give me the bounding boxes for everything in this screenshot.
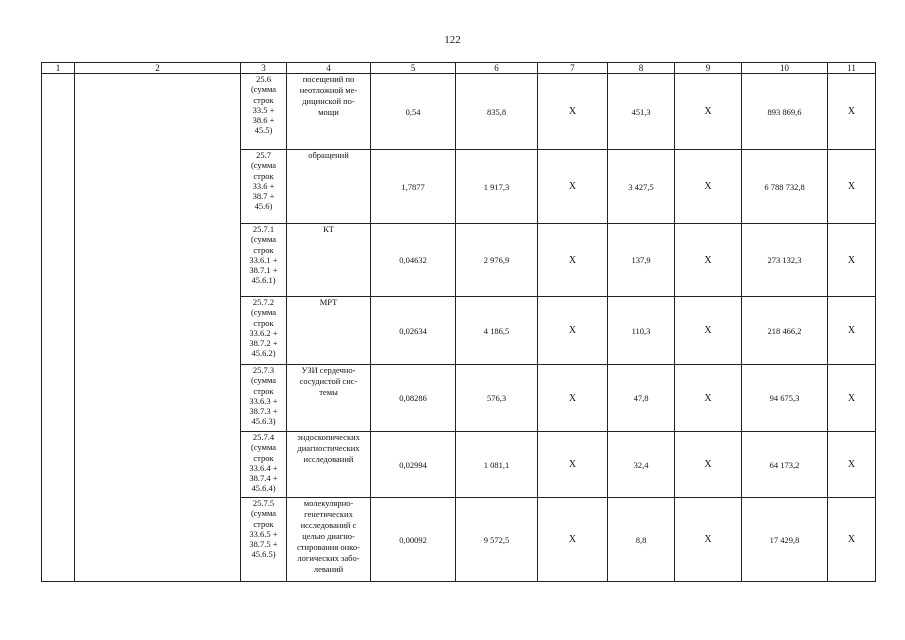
col-2-cell [75, 74, 241, 582]
x-mark-cell-c11: X [828, 432, 876, 498]
row-code-line: 38.7.4 + [249, 473, 278, 484]
column-header-5: 5 [371, 63, 456, 74]
row-code-line: 25.7.3 [252, 365, 275, 375]
row-name-line: исследований с [300, 520, 357, 530]
row-code-line: (сумма [250, 442, 277, 453]
x-mark-cell-c7: X [538, 297, 608, 365]
value-cell-c10: 64 173,2 [742, 432, 828, 498]
row-code-line: 33.6.4 + [249, 462, 278, 473]
value-cell-c6: 4 186,5 [456, 297, 538, 365]
row-code-line: 45.6.2) [251, 348, 276, 359]
row-code [241, 74, 287, 150]
x-mark-cell-c7: X [538, 432, 608, 498]
x-mark-cell-c7: X [538, 150, 608, 224]
row-name-line: дицинской по- [302, 96, 355, 106]
table-row [42, 74, 876, 150]
row-name-line: целью диагно- [302, 531, 355, 541]
row-name-line: молекулярно- [303, 498, 354, 508]
row-name-line: сосудистой сис- [299, 376, 358, 386]
value-cell-c6: 576,3 [456, 365, 538, 432]
value-cell-c5: 0,54 [371, 74, 456, 150]
x-mark-cell-c11: X [828, 365, 876, 432]
value-cell-c6: 9 572,5 [456, 498, 538, 582]
x-mark-cell-c7: X [538, 224, 608, 297]
row-name [287, 150, 371, 224]
row-code-line: (сумма [250, 160, 277, 171]
row-code-line: строк [253, 385, 274, 396]
column-header-8: 8 [608, 63, 675, 74]
row-name-line: эндоскопических [297, 432, 360, 442]
value-cell-c10: 218 466,2 [742, 297, 828, 365]
row-name [287, 74, 371, 150]
value-cell-c10: 893 869,6 [742, 74, 828, 150]
value-cell-c6: 835,8 [456, 74, 538, 150]
x-mark-cell-c11: X [828, 74, 876, 150]
row-code [241, 432, 287, 498]
row-name-line: логических забо- [297, 553, 360, 563]
row-name-line: стирования онко- [297, 542, 360, 552]
row-name [287, 297, 371, 365]
value-cell-c6: 1 081,1 [456, 432, 538, 498]
row-name-line: КТ [323, 224, 334, 234]
column-header-4: 4 [287, 63, 371, 74]
row-code-line: 45.6.1) [251, 275, 276, 286]
row-code-line: 25.7.2 [252, 297, 275, 307]
x-mark-cell-c7: X [538, 498, 608, 582]
row-name-line: неотложной ме- [299, 85, 358, 95]
value-cell-c8: 110,3 [608, 297, 675, 365]
column-header-11: 11 [828, 63, 876, 74]
row-name [287, 224, 371, 297]
x-mark-cell-c7: X [538, 365, 608, 432]
row-code-line: строк [253, 94, 274, 105]
row-code-line: 38.7.1 + [249, 265, 278, 276]
row-code-line: строк [253, 518, 274, 529]
value-cell-c5: 0,08286 [371, 365, 456, 432]
row-code-line: строк [253, 317, 274, 328]
data-table [41, 62, 876, 582]
value-cell-c10: 273 132,3 [742, 224, 828, 297]
row-code-line: 25.7.5 [252, 498, 275, 508]
row-code-line: 33.6.2 + [249, 327, 278, 338]
row-code-line: 25.7 [256, 150, 271, 160]
row-code-line: 33.6.1 + [249, 254, 278, 265]
row-name [287, 432, 371, 498]
column-header-2: 2 [75, 63, 241, 74]
row-code [241, 498, 287, 582]
row-code-line: 45.5) [254, 125, 273, 136]
value-cell-c8: 137,9 [608, 224, 675, 297]
x-mark-cell-c11: X [828, 224, 876, 297]
row-code-line: 45.6) [254, 201, 273, 212]
x-mark-cell-c9: X [675, 365, 742, 432]
column-header-10: 10 [742, 63, 828, 74]
x-mark-cell-c9: X [675, 297, 742, 365]
x-mark-cell-c11: X [828, 150, 876, 224]
row-code-line: строк [253, 452, 274, 463]
row-code-line: (сумма [250, 234, 277, 245]
column-header-9: 9 [675, 63, 742, 74]
row-code-line: (сумма [250, 508, 277, 519]
row-code-line: 45.6.5) [251, 549, 276, 560]
value-cell-c10: 6 788 732,8 [742, 150, 828, 224]
col-1-cell [42, 74, 75, 582]
row-name [287, 498, 371, 582]
column-header-3: 3 [241, 63, 287, 74]
x-mark-cell-c11: X [828, 297, 876, 365]
column-header-6: 6 [456, 63, 538, 74]
value-cell-c6: 2 976,9 [456, 224, 538, 297]
row-code [241, 365, 287, 432]
header-row [42, 63, 876, 74]
value-cell-c10: 17 429,8 [742, 498, 828, 582]
row-code-line: 25.6 [256, 74, 271, 84]
row-code-line: 38.7.5 + [249, 539, 278, 550]
row-code-line: 33.6.5 + [249, 528, 278, 539]
value-cell-c5: 0,00092 [371, 498, 456, 582]
row-code-line: 25.7.1 [252, 224, 275, 234]
row-name [287, 365, 371, 432]
value-cell-c5: 0,04632 [371, 224, 456, 297]
row-code-line: 25.7.4 [252, 432, 275, 442]
row-code-line: 45.6.3) [251, 416, 276, 427]
page-number: 122 [444, 34, 461, 46]
row-code-line: (сумма [250, 84, 277, 95]
row-name-line: генетических [304, 509, 353, 519]
row-code [241, 150, 287, 224]
row-code-line: 38.6 + [252, 115, 275, 126]
row-code-line: строк [253, 244, 274, 255]
row-code-line: (сумма [250, 307, 277, 318]
row-code-line: 38.7.3 + [249, 406, 278, 417]
row-code-line: 38.7 + [252, 191, 275, 202]
row-code-line: строк [253, 170, 274, 181]
value-cell-c10: 94 675,3 [742, 365, 828, 432]
row-name-line: леваний [313, 564, 344, 574]
value-cell-c8: 32,4 [608, 432, 675, 498]
row-code-line: 33.6.3 + [249, 395, 278, 406]
x-mark-cell-c9: X [675, 432, 742, 498]
column-header-7: 7 [538, 63, 608, 74]
x-mark-cell-c9: X [675, 74, 742, 150]
row-name-line: МРТ [319, 297, 338, 307]
row-name-line: мощи [318, 107, 339, 117]
row-code-line: 45.6.4) [251, 483, 276, 494]
value-cell-c8: 3 427,5 [608, 150, 675, 224]
value-cell-c8: 47,8 [608, 365, 675, 432]
row-code-line: (сумма [250, 375, 277, 386]
x-mark-cell-c9: X [675, 150, 742, 224]
value-cell-c5: 0,02994 [371, 432, 456, 498]
row-code-line: 33.5 + [252, 104, 275, 115]
row-name-line: обращений [308, 150, 349, 160]
table-body [42, 74, 876, 582]
row-name-line: посещений по [302, 74, 355, 84]
value-cell-c5: 1,7877 [371, 150, 456, 224]
row-name-line: темы [319, 387, 338, 397]
value-cell-c5: 0,02634 [371, 297, 456, 365]
x-mark-cell-c7: X [538, 74, 608, 150]
x-mark-cell-c9: X [675, 498, 742, 582]
row-name-line: диагностических [297, 443, 360, 453]
row-name-line: УЗИ сердечно- [301, 365, 356, 375]
row-code-line: 38.7.2 + [249, 338, 278, 349]
value-cell-c8: 451,3 [608, 74, 675, 150]
value-cell-c8: 8,8 [608, 498, 675, 582]
row-code [241, 297, 287, 365]
x-mark-cell-c11: X [828, 498, 876, 582]
row-code-line: 33.6 + [252, 180, 275, 191]
value-cell-c6: 1 917,3 [456, 150, 538, 224]
row-code [241, 224, 287, 297]
column-header-1: 1 [42, 63, 75, 74]
x-mark-cell-c9: X [675, 224, 742, 297]
row-name-line: исследований [303, 454, 354, 464]
